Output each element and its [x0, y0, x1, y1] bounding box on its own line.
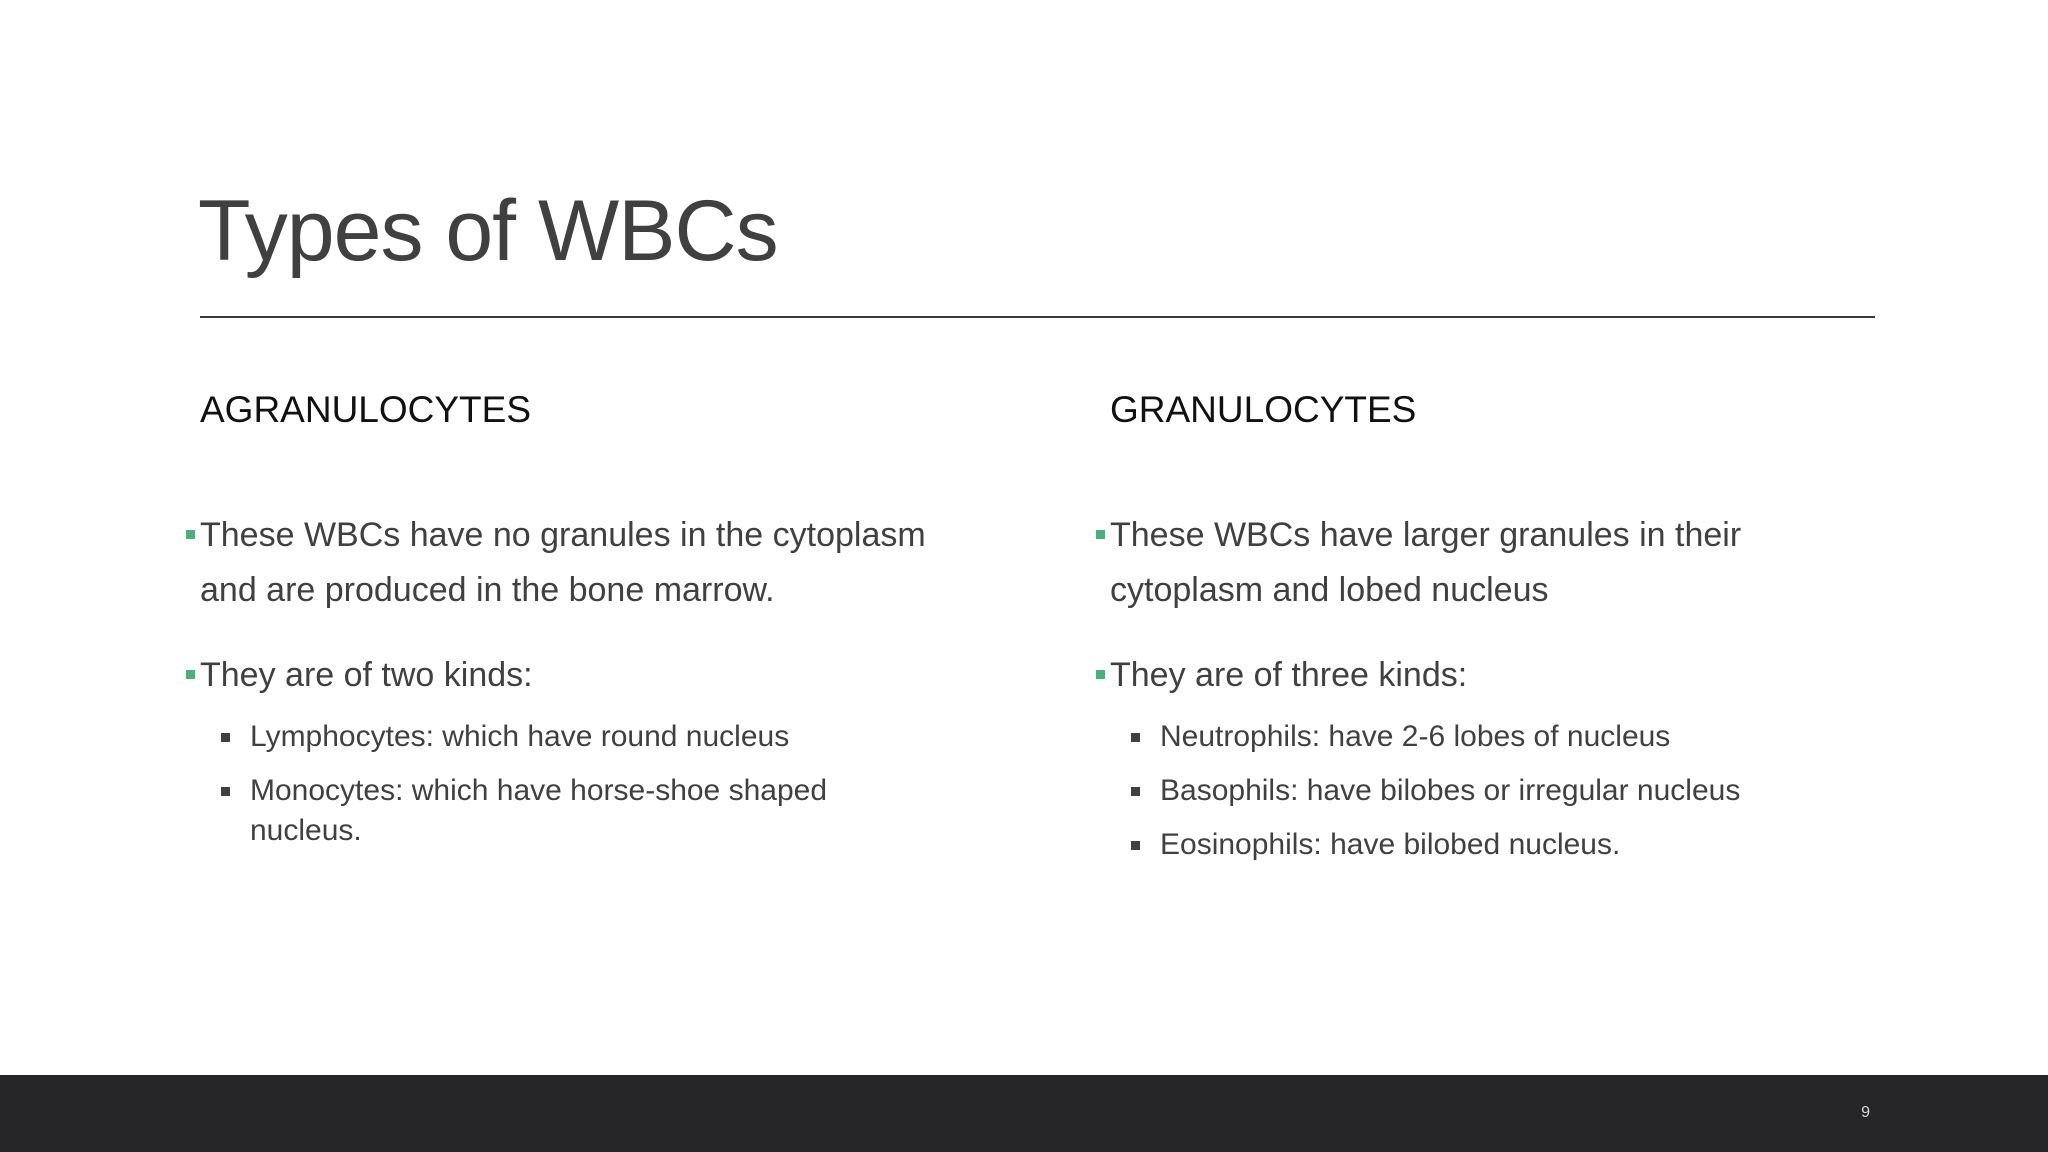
- sub-bullet-item: [1110, 771, 1900, 811]
- sub-bullet-text: Eosinophils: have bilobed nucleus.: [1160, 828, 1621, 861]
- granulocytes-column: [1110, 380, 1910, 861]
- footer-bar: [0, 1075, 2048, 1152]
- sub-bullet-list: [200, 717, 990, 851]
- sub-bullet-item: [1110, 825, 1900, 865]
- bullet-item: [200, 648, 990, 851]
- sub-bullet-text: Lymphocytes: which have round nucleus: [250, 720, 790, 753]
- square-bullet-icon: [1131, 841, 1140, 850]
- bullet-item: [200, 508, 990, 618]
- green-square-bullet-icon: [186, 670, 195, 679]
- slide-title: Types of WBCs: [198, 183, 778, 279]
- square-bullet-icon: [1131, 733, 1140, 742]
- column-heading: AGRANULOCYTES: [200, 389, 532, 430]
- green-square-bullet-icon: [186, 530, 195, 539]
- title-divider: [200, 316, 1875, 318]
- sub-bullet-text: Neutrophils: have 2-6 lobes of nucleus: [1160, 720, 1671, 753]
- agranulocytes-column: [200, 380, 1000, 847]
- bullet-item: [1110, 508, 1810, 618]
- bullet-item: [1110, 648, 1900, 865]
- bullet-text: They are of two kinds:: [200, 656, 533, 694]
- square-bullet-icon: [221, 733, 230, 742]
- square-bullet-icon: [1131, 787, 1140, 796]
- bullet-text: These WBCs have no granules in the cytoplasm and are produced in the bone marrow.: [200, 516, 926, 609]
- page-number: 9: [1861, 1104, 1870, 1121]
- bullet-list: [200, 508, 990, 881]
- bullet-list: [1110, 508, 1900, 895]
- green-square-bullet-icon: [1096, 670, 1105, 679]
- sub-bullet-item: [200, 717, 990, 757]
- sub-bullet-text: Monocytes: which have horse-shoe shaped nucleus.: [250, 774, 828, 847]
- bullet-text: These WBCs have larger granules in their cytoplasm and lobed nucleus: [1110, 516, 1742, 609]
- sub-bullet-item: [200, 771, 890, 851]
- sub-bullet-item: [1110, 717, 1900, 757]
- bullet-text: They are of three kinds:: [1110, 656, 1468, 694]
- column-heading: GRANULOCYTES: [1110, 389, 1417, 430]
- sub-bullet-list: [1110, 717, 1900, 865]
- green-square-bullet-icon: [1096, 530, 1105, 539]
- square-bullet-icon: [221, 787, 230, 796]
- sub-bullet-text: Basophils: have bilobes or irregular nucleus: [1160, 774, 1741, 807]
